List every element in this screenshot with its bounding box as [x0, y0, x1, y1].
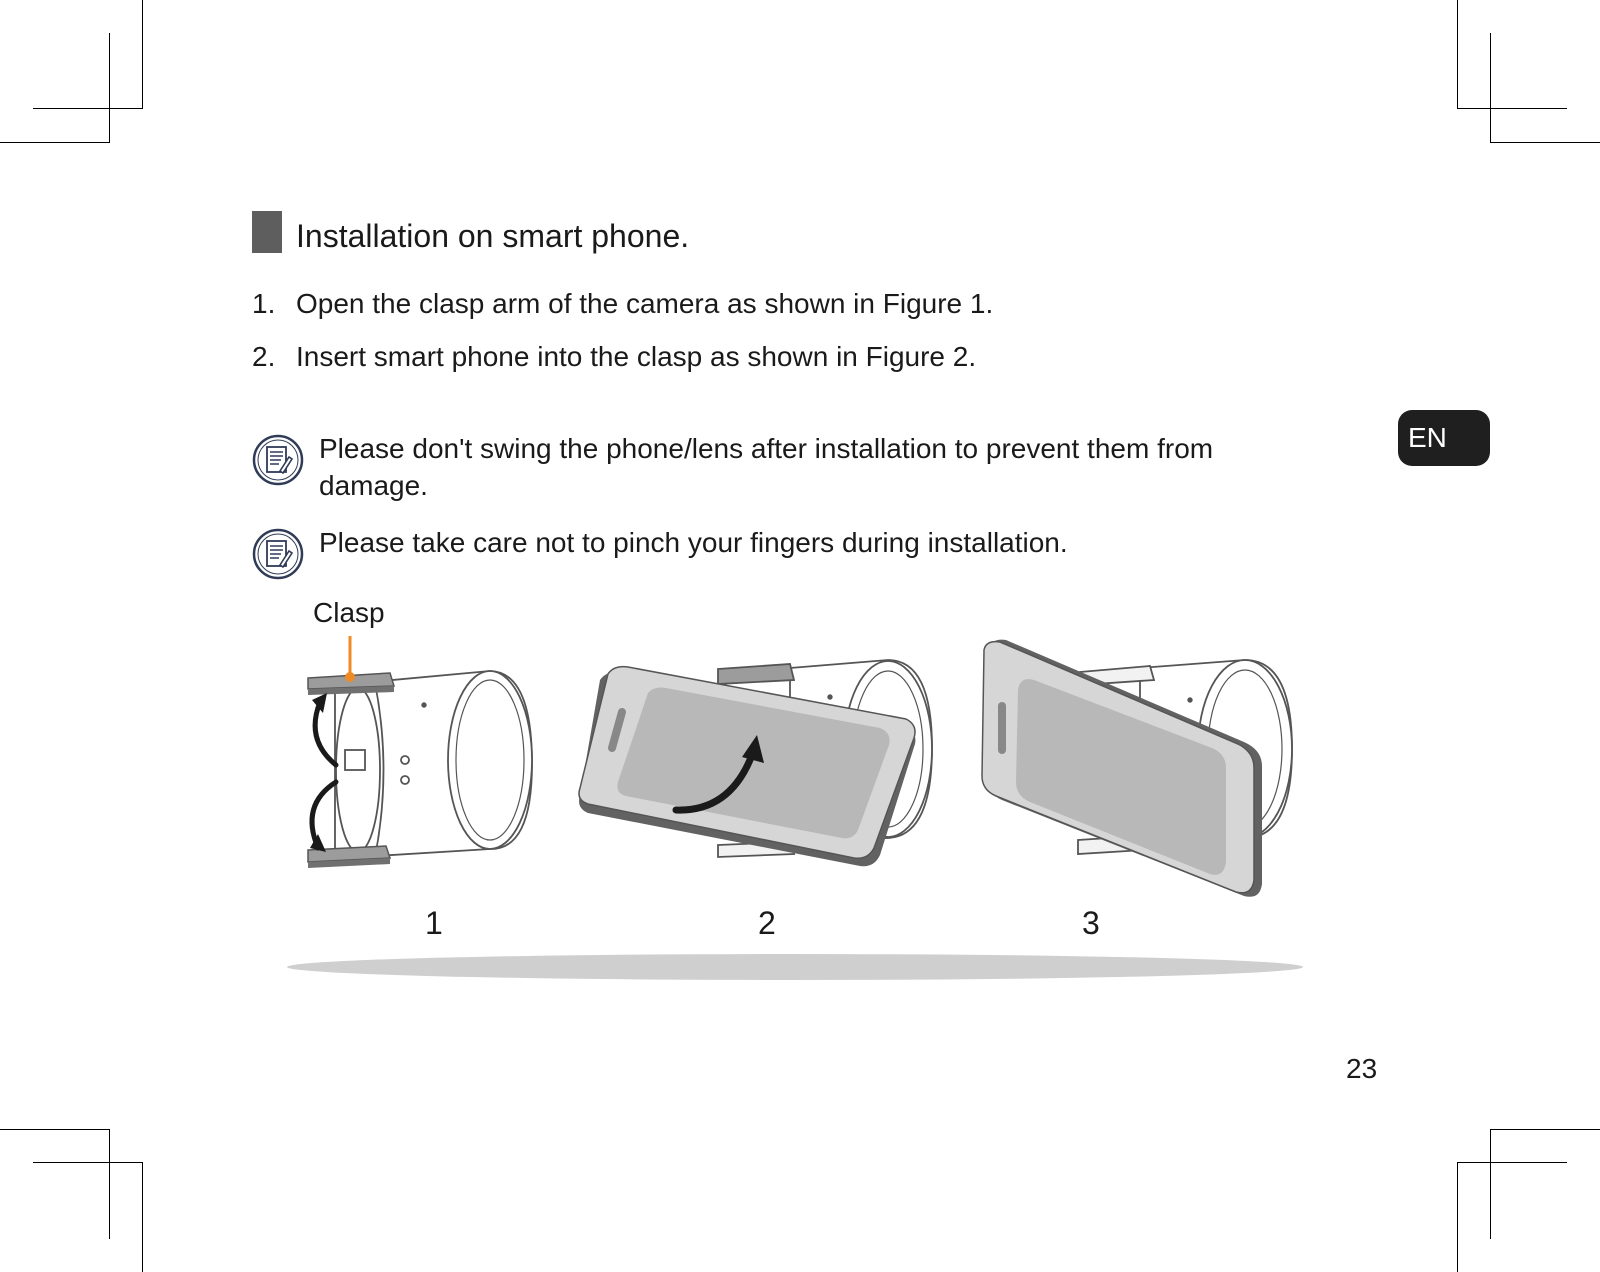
figure-ground-shadow [287, 954, 1303, 980]
step-number: 2. [252, 341, 276, 372]
step-text: Open the clasp arm of the camera as shown in Figure 1. [296, 288, 994, 319]
note-text: Please take care not to pinch your fingers during installation. [319, 527, 1068, 558]
clasp-label: Clasp [313, 597, 385, 628]
page-number: 23 [1346, 1053, 1378, 1084]
language-tab: EN [1398, 410, 1490, 466]
figure-number: 3 [1082, 905, 1100, 941]
note-text: Please don't swing the phone/lens after installation to prevent them from damage. [319, 433, 1214, 501]
figure-number: 2 [758, 905, 776, 941]
figure-1-arrows [312, 702, 336, 848]
step-number: 1. [252, 288, 276, 319]
figure-1-camera [335, 671, 532, 857]
step-text: Insert smart phone into the clasp as shown in Figure 2. [296, 341, 977, 372]
figure-number: 1 [425, 905, 443, 941]
section-title: Installation on smart phone. [296, 218, 690, 254]
